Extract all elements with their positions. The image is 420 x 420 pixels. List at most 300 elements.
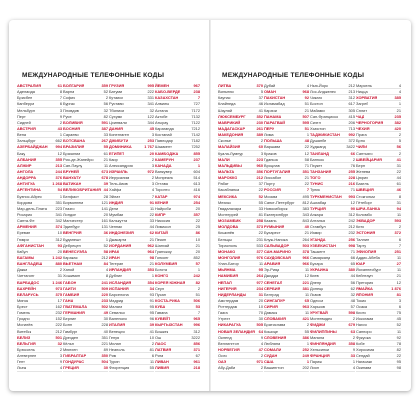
dial-code: 1	[398, 101, 401, 107]
dial-code: 2	[105, 95, 108, 101]
dial-code: 242	[348, 218, 355, 224]
dial-code: 220	[101, 291, 108, 297]
city-name: Перт	[17, 113, 26, 119]
dial-code: 977	[256, 279, 263, 285]
country-name: АНДОРРА	[17, 175, 37, 181]
country-name: ШВЕЦИЯ	[356, 187, 374, 193]
dial-code: 81	[258, 211, 263, 217]
codes-column	[218, 83, 263, 375]
dial-code: 509	[101, 285, 108, 291]
city-name: Мельбурн	[17, 107, 35, 113]
country-name: ЮАР	[356, 261, 366, 267]
country-name: АЗЕРБАЙДЖАН	[17, 144, 48, 150]
city-name: Екатеринбург	[264, 211, 289, 217]
country-name: МЕКСИКА	[218, 193, 237, 199]
city-name: Канберра	[17, 101, 35, 107]
dial-code: 11	[396, 211, 401, 217]
country-name: СОМАЛИ	[264, 347, 282, 353]
dial-code: 61	[103, 150, 108, 156]
dial-code: 4	[352, 365, 355, 371]
city-name: Самарканд	[310, 254, 331, 260]
dial-code: 375	[55, 291, 62, 297]
dial-code: 8	[398, 193, 401, 199]
dial-code: 967	[193, 83, 200, 88]
dial-code: 9	[260, 334, 263, 340]
city-name: Нагасаки	[356, 359, 373, 365]
dial-code: 331	[147, 95, 154, 101]
city-name: Гавана	[155, 310, 168, 316]
country-name: МОНГОЛИЯ	[218, 254, 241, 260]
dial-code: 17	[57, 297, 62, 303]
country-name: БОЛИВИЯ	[63, 119, 83, 125]
dial-code: 55	[149, 365, 154, 371]
dial-code: 880	[55, 261, 62, 267]
city-name: Будапешт	[63, 236, 81, 242]
city-name: Фукуока	[356, 334, 371, 340]
dial-code: 28	[103, 193, 108, 199]
city-name: Турин	[109, 359, 120, 365]
dial-code: 968	[302, 89, 309, 95]
city-name: Севилья	[109, 310, 125, 316]
dial-code: 57	[195, 261, 200, 267]
city-name: Костанай	[155, 132, 172, 138]
dial-code: 3	[151, 132, 154, 138]
codes-column	[155, 83, 200, 375]
country-name: ИОРДАНИЯ	[109, 242, 132, 248]
dial-code: 54	[57, 187, 62, 193]
city-name: Гомель	[17, 310, 31, 316]
dial-code: 90	[350, 205, 355, 211]
codes-columns	[17, 83, 202, 375]
dial-code: 212	[348, 224, 355, 230]
dial-code: 12	[396, 279, 401, 285]
dial-code: 55	[304, 328, 309, 334]
city-name: Милан	[109, 340, 121, 346]
dial-code: 61	[396, 181, 401, 187]
dial-code: 7	[306, 187, 309, 193]
dial-code: 91	[149, 199, 154, 205]
country-name: КЕНИЯ	[155, 199, 169, 205]
dial-code: 4	[398, 89, 401, 95]
city-name: Гуанчжоу	[155, 248, 172, 254]
dial-code: 30	[103, 316, 108, 322]
city-name: Зальцбург	[17, 138, 36, 144]
country-name: БАХРЕЙН	[17, 285, 36, 291]
country-name: КАМБОДЖА	[155, 150, 179, 156]
city-name: Базель	[356, 181, 369, 187]
city-name: Тунис	[310, 187, 321, 193]
dial-code: 256	[348, 236, 355, 242]
dial-code: 502	[101, 304, 108, 310]
city-name: Хайфа	[109, 187, 122, 193]
dial-code: 5	[260, 89, 263, 95]
dial-code: 33	[149, 218, 154, 224]
country-name: ОАЭ	[218, 359, 227, 365]
dial-code: 357	[193, 211, 200, 217]
dial-code: 82	[103, 113, 108, 119]
dial-code: 237	[193, 156, 200, 162]
city-name: Прага	[356, 132, 367, 138]
dial-code: 495	[302, 193, 309, 199]
dial-code: 506	[193, 297, 200, 303]
dial-code: 41	[149, 328, 154, 334]
dial-code: 63	[350, 328, 355, 334]
dial-code: 994	[55, 144, 62, 150]
city-name: Варшава	[264, 144, 281, 150]
dial-code: 228	[348, 175, 355, 181]
dial-code: 843	[302, 218, 309, 224]
page-title: МЕЖДУНАРОДНЫЕ ТЕЛЕФОННЫЕ КОДЫ	[222, 72, 365, 79]
dial-code: 10	[149, 334, 154, 340]
dial-code: 222	[55, 322, 62, 328]
city-name: Окленд	[218, 334, 232, 340]
country-name: ЭФИОПИЯ	[356, 248, 377, 254]
city-name: Лиссабон	[264, 175, 282, 181]
dial-code: 974	[193, 193, 200, 199]
dial-code: 2	[398, 224, 401, 230]
dial-code: 4	[306, 83, 309, 88]
dial-code: 58	[304, 156, 309, 162]
dial-code: 213	[55, 162, 62, 168]
dial-code: 344	[147, 119, 154, 125]
dial-code: 44	[103, 187, 108, 193]
country-name: НИКАРАГУА	[218, 322, 241, 328]
country-name: СИНГАПУР	[264, 297, 285, 303]
dial-code: 4	[398, 83, 401, 88]
city-row	[17, 365, 62, 371]
dial-code: 43	[57, 125, 62, 131]
dial-code: 161	[101, 218, 108, 224]
dial-code: 233	[101, 297, 108, 303]
country-name: ГАНА	[63, 297, 74, 303]
city-row	[356, 365, 401, 371]
country-name: ХОРВАТИЯ	[356, 95, 378, 101]
dial-code: 374	[55, 224, 62, 230]
city-name: Майами	[310, 107, 325, 113]
dial-code: 972	[147, 168, 154, 174]
country-name: ВЬЕТНАМ	[63, 261, 83, 267]
country-name: ЛАОС	[155, 340, 167, 346]
city-name: Венеция	[109, 328, 125, 334]
city-name: Гюмри	[17, 236, 29, 242]
dial-code: 20	[258, 297, 263, 303]
city-name: Бирмингем	[63, 199, 84, 205]
country-name: МОНАКО	[218, 248, 236, 254]
dial-code: 342	[55, 218, 62, 224]
country-name: КЫРГЫЗСТАН	[155, 322, 183, 328]
dial-code: 312	[55, 236, 62, 242]
city-name: Иерусалим	[109, 175, 130, 181]
city-name: Клуж-Напока	[264, 236, 288, 242]
city-name: Амстердам	[218, 297, 239, 303]
dial-code: 32	[149, 107, 154, 113]
country-name: МОЗАМБИК	[218, 218, 241, 224]
dial-code: 162	[55, 304, 62, 310]
country-name: ИРЛАНДИЯ	[109, 267, 131, 273]
dial-code: 228	[101, 322, 108, 328]
country-name: ВЕНЕСУЭЛА	[63, 248, 88, 254]
dial-code: 2	[352, 316, 355, 322]
city-name: Тбилиси	[109, 107, 125, 113]
city-name: Кошице	[264, 328, 279, 334]
dial-code: 812	[302, 199, 309, 205]
country-name: УРУГВАЙ	[310, 310, 328, 316]
city-name: Бостон	[310, 101, 323, 107]
country-name: ЯПОНИЯ	[356, 291, 374, 297]
dial-code: 2	[352, 156, 355, 162]
dial-code: 86	[195, 230, 200, 236]
country-name: НАМИБИЯ	[218, 273, 239, 279]
country-name: ЛАТВИЯ	[155, 347, 172, 353]
dial-code: 963	[302, 304, 309, 310]
dial-code: 66	[350, 254, 355, 260]
dial-code: 1 242	[52, 254, 62, 260]
city-name: Гамбург	[63, 328, 78, 334]
dial-code: 81	[149, 347, 154, 353]
city-name: Харьков	[310, 304, 325, 310]
country-name: МАДАГАСКАР	[218, 125, 246, 131]
city-name: Киото	[356, 310, 367, 316]
dial-code: 385	[394, 95, 401, 101]
dial-code: 34	[149, 285, 154, 291]
dial-code: 2	[306, 322, 309, 328]
city-name: Скопье	[218, 138, 232, 144]
dial-code: 21	[304, 175, 309, 181]
city-name: Днепр	[310, 279, 322, 285]
dial-code: 66	[350, 150, 355, 156]
dial-code: 75	[396, 310, 401, 316]
dial-code: 121	[101, 199, 108, 205]
dial-code: 11	[304, 310, 309, 316]
dial-code: 355	[55, 156, 62, 162]
city-name: Лондон	[63, 211, 77, 217]
city-name: Лион	[310, 365, 320, 371]
dial-code: 52	[258, 193, 263, 199]
city-name: Касабланка	[218, 187, 240, 193]
dial-code: 501	[55, 334, 62, 340]
dial-code: 505	[256, 322, 263, 328]
dial-code: 60	[258, 144, 263, 150]
city-name: Кёльн	[63, 340, 74, 346]
dial-code: 533	[256, 242, 263, 248]
dial-code: 595	[302, 119, 309, 125]
city-name: Ташкент	[310, 248, 326, 254]
dial-code: 389	[256, 132, 263, 138]
city-name: Берлин	[63, 316, 77, 322]
dial-code: 1	[197, 267, 200, 273]
dial-code: 223	[55, 205, 62, 211]
country-name: ТАИЛАНД	[310, 150, 329, 156]
dial-code: 6	[398, 304, 401, 310]
city-name: Шяуляй	[218, 107, 233, 113]
city-name: Москва	[264, 193, 278, 199]
dial-code: 2	[352, 334, 355, 340]
dial-code: 11	[396, 267, 401, 273]
country-name: БОТСВАНА	[63, 138, 86, 144]
dial-code: 258	[256, 218, 263, 224]
city-name: Хошимин	[63, 273, 81, 279]
country-name: ГАБОН	[63, 279, 77, 285]
city-name: Копенгаген	[109, 132, 129, 138]
city-name: Дублин	[109, 273, 123, 279]
dial-code: 21	[304, 107, 309, 113]
dial-code: 350	[101, 353, 108, 359]
city-name: Сухуми	[109, 113, 123, 119]
city-name: Бухарест	[264, 230, 281, 236]
codes-column	[264, 83, 309, 375]
dial-code: 131	[101, 224, 108, 230]
city-name: Претория	[356, 279, 374, 285]
dial-code: 232	[348, 230, 355, 236]
dial-code: 84	[103, 261, 108, 267]
dial-code: 47	[258, 347, 263, 353]
city-name: Коломбо	[356, 211, 372, 217]
country-name: КОРЕЯ ЮЖНАЯ	[155, 279, 186, 285]
country-name: БЕЛАРУСЬ	[17, 291, 39, 297]
dial-code: 7	[398, 242, 401, 248]
country-name: МАЛЬДИВЫ	[218, 162, 242, 168]
dial-code: 212	[101, 254, 108, 260]
country-name: СЛОВАКИЯ	[264, 316, 286, 322]
city-name: Гонконг	[155, 254, 169, 260]
dial-code: 98	[149, 254, 154, 260]
city-name: Гётеборг	[356, 199, 373, 205]
country-name: АРАВИЯ	[264, 261, 281, 267]
country-name: КАТАР	[155, 193, 168, 199]
city-name: Сараево	[63, 132, 79, 138]
city-name: Рабат	[218, 181, 229, 187]
city-name: Лима	[264, 132, 274, 138]
city-name: Санта-Фе	[17, 218, 35, 224]
city-name: Монтевидео	[310, 316, 333, 322]
city-name: Париж	[310, 359, 322, 365]
city-name: Женева	[356, 168, 371, 174]
country-name: ЭСТОНИЯ	[356, 230, 376, 236]
country-name: СЛОВЕНИЯ	[264, 334, 287, 340]
city-name: Сан-Паулу	[63, 162, 83, 168]
country-name: ФИЛИППИНЫ	[310, 328, 337, 334]
country-name: ГРЕЦИЯ	[63, 365, 79, 371]
dial-code: 27	[396, 261, 401, 267]
city-name: Вроцлав	[264, 162, 280, 168]
dial-code: 44	[149, 224, 154, 230]
city-name: Нью-Йорк	[310, 83, 328, 88]
city-name: Читтагонг	[17, 273, 35, 279]
country-row	[63, 365, 108, 371]
dial-code: 20	[195, 205, 200, 211]
dial-code: 244	[55, 168, 62, 174]
dial-code: 1	[197, 162, 200, 168]
dial-code: 25	[195, 224, 200, 230]
country-name: УГАНДА	[310, 236, 326, 242]
city-name: Эр-Рияд	[264, 267, 280, 273]
dial-code: 31	[258, 291, 263, 297]
dial-code: 7212	[191, 125, 200, 131]
city-name: Клайпеда	[218, 101, 236, 107]
city-name: Гданьск	[264, 156, 279, 162]
dial-code: 679	[348, 322, 355, 328]
city-name: Осака	[356, 304, 368, 310]
dial-code: 91	[149, 297, 154, 303]
city-name: Сендай	[356, 353, 370, 359]
city-name: Бельцы	[218, 236, 232, 242]
city-name: Утрехт	[218, 316, 231, 322]
country-name: ШРИ-ЛАНКА	[356, 205, 381, 211]
dial-code: 373	[256, 224, 263, 230]
dial-code: 7132	[191, 113, 200, 119]
dial-code: 39	[103, 181, 108, 187]
city-name: Эдинбург	[63, 224, 80, 230]
country-name: ФИНЛЯНДИЯ	[310, 340, 336, 346]
dial-code: 617	[348, 101, 355, 107]
country-name: УКРАИНА	[310, 267, 329, 273]
city-name: Сан-Франциско	[310, 113, 339, 119]
city-name: Чикаго	[310, 95, 323, 101]
dial-code: 230	[256, 119, 263, 125]
dial-code: 11	[149, 359, 154, 365]
dial-code: 1	[306, 359, 309, 365]
dial-code: 7	[197, 95, 200, 101]
city-name: Новосибирск	[264, 205, 288, 211]
dial-code: 216	[348, 181, 355, 187]
country-name: ШВЕЙЦАРИЯ	[356, 156, 382, 162]
city-name: Бонн	[63, 322, 73, 328]
city-name: Окинава	[356, 365, 372, 371]
city-name: Каунас	[218, 95, 231, 101]
country-name: США	[264, 359, 274, 365]
city-name: Тегеран	[109, 261, 124, 267]
city-name: Йоханнесбург	[356, 267, 382, 273]
country-name: УЗБЕКИСТАН	[310, 242, 336, 248]
codes-column	[109, 83, 154, 375]
country-name: ЧЕХИЯ	[356, 125, 370, 131]
city-name: Антверпен	[17, 353, 37, 359]
dial-code: 55	[258, 199, 263, 205]
dial-code: 7182	[191, 138, 200, 144]
city-name: Кито	[356, 224, 365, 230]
city-name: Генуя	[109, 334, 120, 340]
country-name: БРУНЕЙ	[63, 168, 79, 174]
city-name: Улан-Батор	[218, 261, 239, 267]
dial-code: 961	[193, 359, 200, 365]
dial-code: 33	[103, 132, 108, 138]
dial-code: 89	[103, 347, 108, 353]
city-name: Сиэтл	[310, 119, 321, 125]
dial-code: 206	[348, 119, 355, 125]
country-name: НИДЕРЛАНДЫ	[218, 291, 247, 297]
dial-code: 51	[304, 125, 309, 131]
dial-code: 673	[101, 168, 108, 174]
dial-code: 22	[304, 181, 309, 187]
country-name: ЛЮКСЕМБУРГ	[218, 113, 246, 119]
city-name: Анкара	[310, 211, 324, 217]
dial-code: 1 767	[144, 144, 154, 150]
dial-code: 1	[306, 340, 309, 346]
dial-code: 95	[149, 310, 154, 316]
dial-code: 202	[302, 365, 309, 371]
city-name: Найроби	[155, 205, 171, 211]
dial-code: 31	[396, 162, 401, 168]
dial-code: 964	[147, 248, 154, 254]
country-name: БРАЗИЛИЯ	[63, 144, 85, 150]
dial-code: 61	[57, 83, 62, 88]
dial-code: 46	[258, 101, 263, 107]
dial-code: 21	[149, 261, 154, 267]
country-name: ЧЕРНОГОРИЯ	[356, 119, 384, 125]
dial-code: 3	[59, 107, 62, 113]
country-name: ЧАД	[356, 113, 365, 119]
city-name: Джидда	[264, 273, 279, 279]
